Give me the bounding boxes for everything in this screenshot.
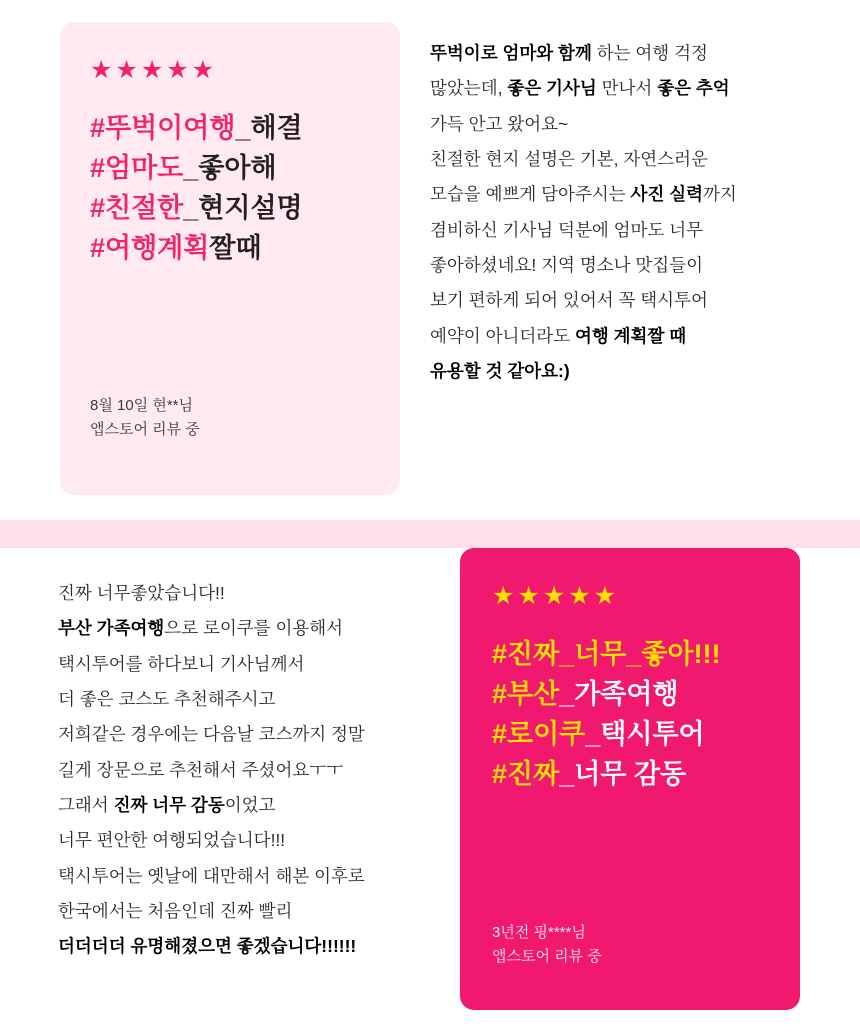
hashtag-plain: _가족여행 bbox=[559, 678, 679, 709]
star-rating-icon: ★★★★★ bbox=[492, 582, 620, 610]
review-body-line bbox=[430, 107, 820, 142]
body-text: 진짜 너무좋았습니다!! bbox=[58, 583, 225, 603]
body-text: 많았는데, bbox=[430, 78, 508, 99]
review-card-1 bbox=[60, 22, 400, 495]
hashtag-item bbox=[90, 149, 370, 189]
review-body-line bbox=[58, 929, 448, 964]
body-text: 보기 편하게 되어 있어서 꼭 택시투어 bbox=[430, 290, 708, 311]
review-body-line bbox=[58, 788, 448, 823]
hashtag-plain: 짤때 bbox=[209, 232, 262, 263]
hashtag-list-1 bbox=[90, 109, 370, 269]
review-body-line bbox=[58, 682, 448, 717]
review-body-line bbox=[58, 823, 448, 858]
review-body-line bbox=[58, 753, 448, 788]
hashtag-plain: _택시투어 bbox=[585, 718, 705, 749]
body-text: 그래서 bbox=[58, 795, 114, 816]
hashtag-highlight: #부산 bbox=[492, 678, 560, 709]
hashtag-list-2 bbox=[492, 635, 770, 795]
section-divider bbox=[0, 520, 860, 548]
review-body-line bbox=[430, 283, 820, 318]
body-text: 가득 안고 왔어요~ bbox=[430, 113, 569, 134]
emphasis-text: 유용할 것 같아요:) bbox=[430, 361, 570, 382]
review-body-line bbox=[58, 576, 448, 611]
hashtag-item bbox=[90, 229, 370, 269]
body-text: 친절한 현지 설명은 기본, 자연스러운 bbox=[430, 149, 708, 170]
review-meta-1 bbox=[90, 394, 200, 444]
review-body-line bbox=[58, 717, 448, 752]
review-date: 8월 10일 현**님 bbox=[90, 396, 193, 414]
emphasis-text: 뚜벅이로 엄마와 함께 bbox=[430, 43, 597, 63]
review-body-line bbox=[430, 248, 820, 283]
emphasis-text: 더더더더 유명해졌으면 좋겠습니다!!!!!! bbox=[58, 936, 357, 957]
body-text: 하는 여행 걱정 bbox=[596, 43, 708, 63]
review-body-line bbox=[58, 894, 448, 929]
hashtag-highlight: #친절한 bbox=[90, 192, 184, 223]
hashtag-plain: _현지설명 bbox=[183, 192, 303, 223]
emphasis-text: 진짜 너무 감동 bbox=[113, 795, 225, 816]
review-meta-2 bbox=[492, 921, 602, 971]
body-text: 까지 bbox=[703, 184, 737, 205]
review-body-line bbox=[430, 36, 820, 71]
body-text: 택시투어는 옛날에 대만해서 해본 이후로 bbox=[58, 865, 365, 886]
review-body-line bbox=[430, 71, 820, 106]
review-date: 3년전 핑****님 bbox=[492, 923, 586, 941]
review-body-line bbox=[58, 611, 448, 646]
body-text: 너무 편안한 여행되었습니다!!! bbox=[58, 830, 286, 851]
hashtag-highlight: #진짜_너무_좋아!!! bbox=[492, 639, 721, 669]
review-body-line bbox=[430, 177, 820, 212]
emphasis-text: 부산 가족여행 bbox=[58, 618, 165, 639]
body-text: 만나서 bbox=[601, 78, 658, 99]
body-text: 택시투어를 하다보니 기사님께서 bbox=[58, 653, 305, 674]
hashtag-plain: _너무 감동 bbox=[559, 758, 687, 789]
review-body-1 bbox=[430, 36, 820, 389]
review-body-line bbox=[430, 213, 820, 248]
body-text: 겸비하신 기사님 덕분에 엄마도 너무 bbox=[430, 219, 704, 240]
hashtag-item bbox=[90, 189, 370, 229]
body-text: 좋아하셨네요! 지역 명소나 맛집들이 bbox=[430, 255, 704, 276]
hashtag-item bbox=[492, 635, 770, 675]
emphasis-text: 여행 계획짤 때 bbox=[574, 325, 687, 346]
emphasis-text: 좋은 기사님 bbox=[507, 78, 602, 99]
hashtag-highlight: #엄마도 bbox=[90, 152, 184, 183]
body-text: 길게 장문으로 추천해서 주셨어요ㅜㅜ bbox=[58, 759, 344, 780]
review-block-2 bbox=[0, 548, 860, 1036]
review-source: 앱스토어 리뷰 중 bbox=[492, 948, 602, 966]
emphasis-text: 좋은 추억 bbox=[657, 78, 730, 99]
body-text: 더 좋은 코스도 추천해주시고 bbox=[58, 689, 276, 710]
hashtag-item bbox=[90, 109, 370, 149]
body-text: 이었고 bbox=[224, 795, 276, 816]
hashtag-highlight: #여행계획 bbox=[90, 232, 210, 263]
review-card-2 bbox=[460, 548, 800, 1010]
review-body-line bbox=[430, 142, 820, 177]
body-text: 한국에서는 처음인데 진짜 빨리 bbox=[58, 901, 293, 922]
hashtag-plain: _좋아해 bbox=[183, 152, 277, 183]
hashtag-plain: _해결 bbox=[235, 113, 303, 143]
review-body-line bbox=[430, 319, 820, 354]
hashtag-item bbox=[492, 715, 770, 755]
review-body-2 bbox=[58, 576, 448, 965]
body-text: 으로 로이쿠를 이용해서 bbox=[164, 618, 344, 639]
hashtag-item bbox=[492, 675, 770, 715]
body-text: 저희같은 경우에는 다음날 코스까지 정말 bbox=[58, 724, 365, 745]
body-text: 예약이 아니더라도 bbox=[430, 325, 575, 346]
review-body-line bbox=[58, 859, 448, 894]
hashtag-highlight: #진짜 bbox=[492, 758, 560, 789]
body-text: 모습을 예쁘게 담아주시는 bbox=[430, 184, 631, 205]
review-body-line bbox=[430, 354, 820, 389]
review-body-line bbox=[58, 647, 448, 682]
hashtag-item bbox=[492, 755, 770, 795]
hashtag-highlight: #뚜벅이여행 bbox=[90, 113, 236, 143]
star-rating-icon: ★★★★★ bbox=[90, 56, 218, 84]
emphasis-text: 사진 실력 bbox=[630, 184, 704, 205]
review-source: 앱스토어 리뷰 중 bbox=[90, 421, 200, 439]
hashtag-highlight: #로이쿠 bbox=[492, 718, 586, 749]
